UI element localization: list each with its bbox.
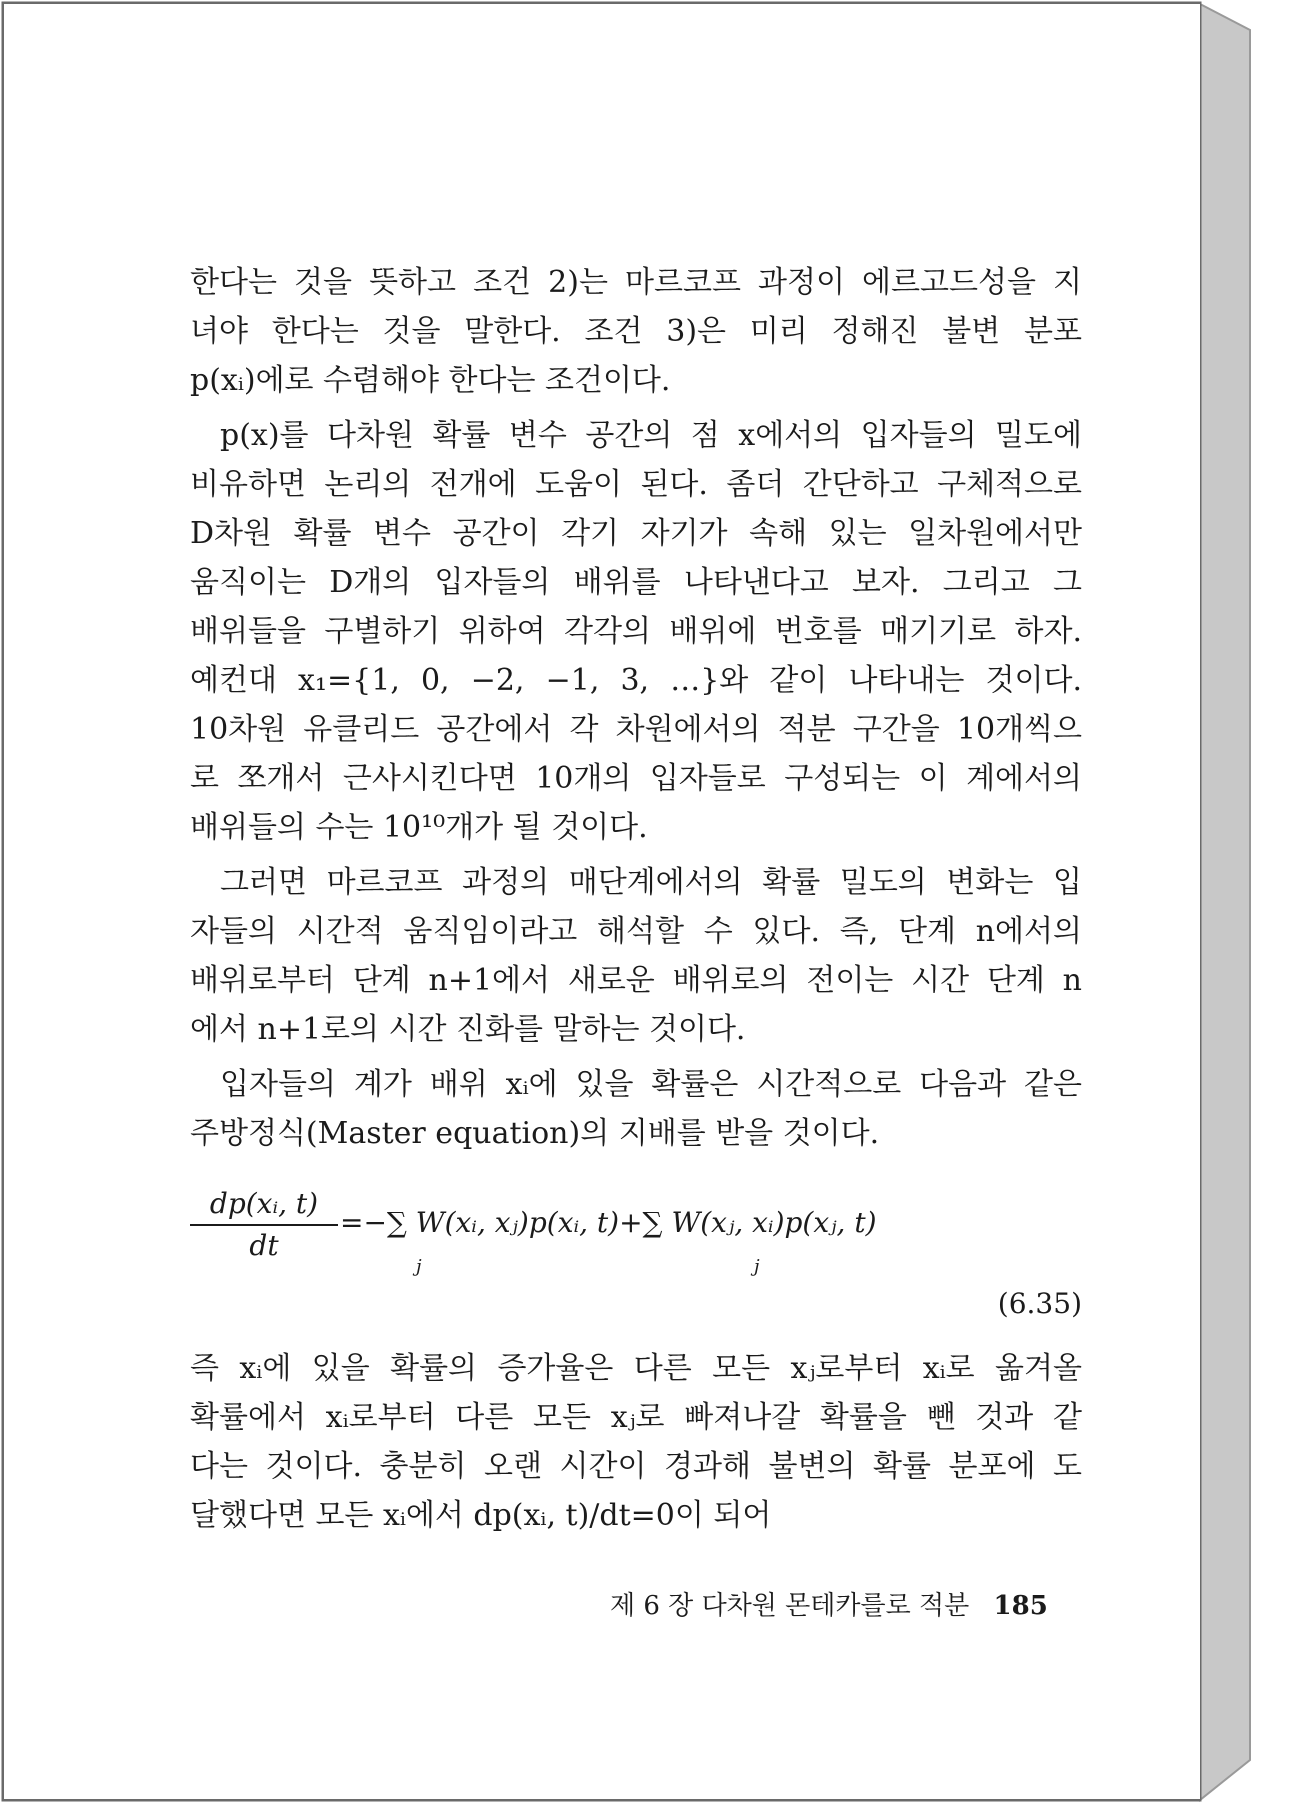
equation-fraction (190, 1186, 338, 1264)
text-line: 로 쪼개서 근사시킨다면 10개의 입자들로 구성되는 이 계에서의 (190, 761, 1082, 796)
page-footer (610, 1585, 1048, 1622)
text-line: 확률에서 xᵢ로부터 다른 모든 xⱼ로 빠져나갈 확률을 뺀 것과 같 (190, 1400, 1082, 1435)
text-line: 예컨대 x₁={1, 0, −2, −1, 3, …}와 같이 나타내는 것이다. (190, 663, 1082, 698)
paragraph (190, 1344, 1082, 1540)
page-number: 185 (993, 1591, 1048, 1621)
text-line: 10차원 유클리드 공간에서 각 차원에서의 적분 구간을 10개씩으 (190, 712, 1082, 747)
text-line: 배위로부터 단계 n+1에서 새로운 배위로의 전이는 시간 단계 n (190, 963, 1082, 998)
equation-number: (6.35) (997, 1287, 1082, 1320)
text-line: 녀야 한다는 것을 말한다. 조건 3)은 미리 정해진 불변 분포 (190, 314, 1082, 349)
text-line: 그러면 마르코프 과정의 매단계에서의 확률 밀도의 변화는 입 (220, 865, 1082, 900)
equation-denominator: dt (249, 1229, 279, 1262)
text-line: 비유하면 논리의 전개에 도움이 된다. 좀더 간단하고 구체적으로 (190, 467, 1082, 502)
text-line: 즉 xᵢ에 있을 확률의 증가율은 다른 모든 xⱼ로부터 xᵢ로 옮겨올 (190, 1351, 1082, 1386)
text-line: 배위들의 수는 10¹⁰개가 될 것이다. (190, 810, 648, 845)
paragraph (190, 858, 1082, 1054)
paragraph (190, 411, 1082, 852)
text-line: p(xᵢ)에로 수렴해야 한다는 조건이다. (190, 363, 671, 398)
text-line: 움직이는 D개의 입자들의 배위를 나타낸다고 보자. 그리고 그 (190, 565, 1082, 600)
text-line: D차원 확률 변수 공간이 각기 자기가 속해 있는 일차원에서만 (190, 516, 1082, 551)
sum-index: j (416, 1256, 422, 1277)
fraction-bar (190, 1224, 338, 1226)
text-line: p(x)를 다차원 확률 변수 공간의 점 x에서의 입자들의 밀도에 (220, 418, 1082, 453)
page-body-text (190, 258, 1082, 1540)
text-line: 한다는 것을 뜻하고 조건 2)는 마르코프 과정이 에르고드성을 지 (190, 265, 1082, 300)
equation-rhs: =−∑ W(xᵢ, xⱼ)p(xᵢ, t)+∑ W(xⱼ, xᵢ)p(xⱼ, t) (340, 1206, 877, 1239)
sum-index: j (754, 1256, 760, 1277)
text-line: 주방정식(Master equation)의 지배를 받을 것이다. (190, 1116, 880, 1151)
paragraph (190, 1060, 1082, 1158)
master-equation (190, 1186, 1082, 1284)
text-line: 달했다면 모든 xᵢ에서 dp(xᵢ, t)/dt=0이 되어 (190, 1498, 772, 1533)
text-line: 배위들을 구별하기 위하여 각각의 배위에 번호를 매기기로 하자. (190, 614, 1082, 649)
text-line: 자들의 시간적 움직임이라고 해석할 수 있다. 즉, 단계 n에서의 (190, 914, 1082, 949)
text-line: 입자들의 계가 배위 xᵢ에 있을 확률은 시간적으로 다음과 같은 (220, 1067, 1082, 1102)
text-line: 에서 n+1로의 시간 진화를 말하는 것이다. (190, 1012, 746, 1047)
paragraph (190, 258, 1082, 405)
chapter-title: 제 6 장 다차원 몬테카를로 적분 (610, 1591, 970, 1621)
equation-numerator: dp(xᵢ, t) (209, 1187, 319, 1220)
text-line: 다는 것이다. 충분히 오랜 시간이 경과해 불변의 확률 분포에 도 (190, 1449, 1082, 1484)
